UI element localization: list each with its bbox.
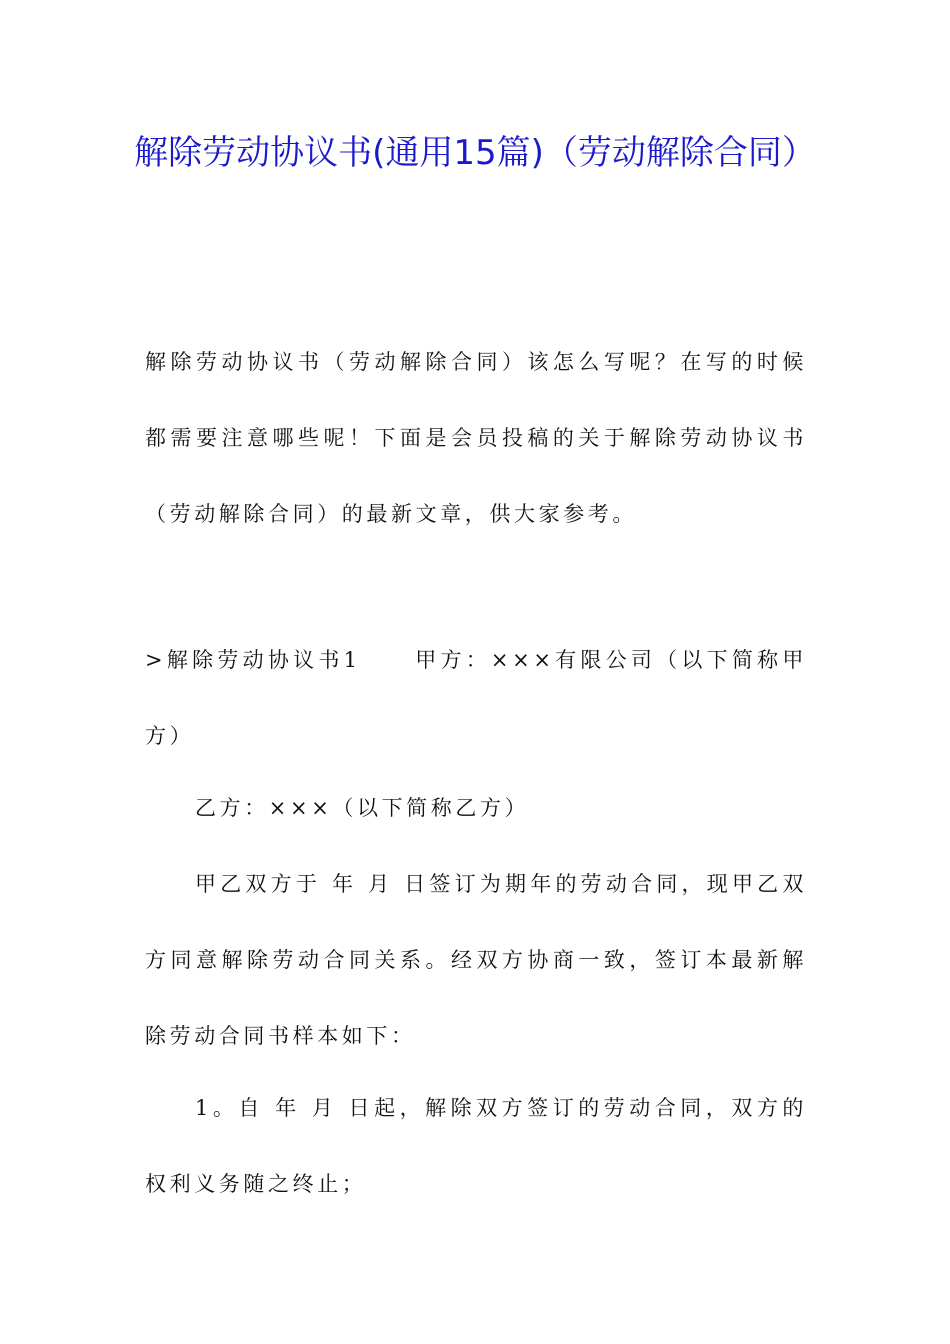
intro-paragraph: 解除劳动协议书（劳动解除合同）该怎么写呢？在写的时候都需要注意哪些呢！下面是会员投稿的关于解除劳动协议书（劳动解除合同）的最新文章，供大家参考。 [145, 350, 807, 526]
section-1-paragraph [145, 622, 807, 774]
clause-1-paragraph: 1。自 年 月 日起，解除双方签订的劳动合同，双方的权利义务随之终止； [145, 1096, 807, 1196]
party-b-paragraph: 乙方：×××（以下简称乙方） [195, 796, 530, 820]
section-1-heading: >解除劳动协议书1 [145, 648, 361, 672]
party-a-text: 甲方：×××有限公司（以下简称甲方） [145, 648, 808, 748]
document-title: 解除劳动协议书(通用15篇)（劳动解除合同） [134, 133, 816, 173]
agreement-paragraph: 甲乙双方于 年 月 日签订为期年的劳动合同，现甲乙双方同意解除劳动合同关系。经双方协商一致，签订本最新解除劳动合同书样本如下： [145, 872, 807, 1048]
